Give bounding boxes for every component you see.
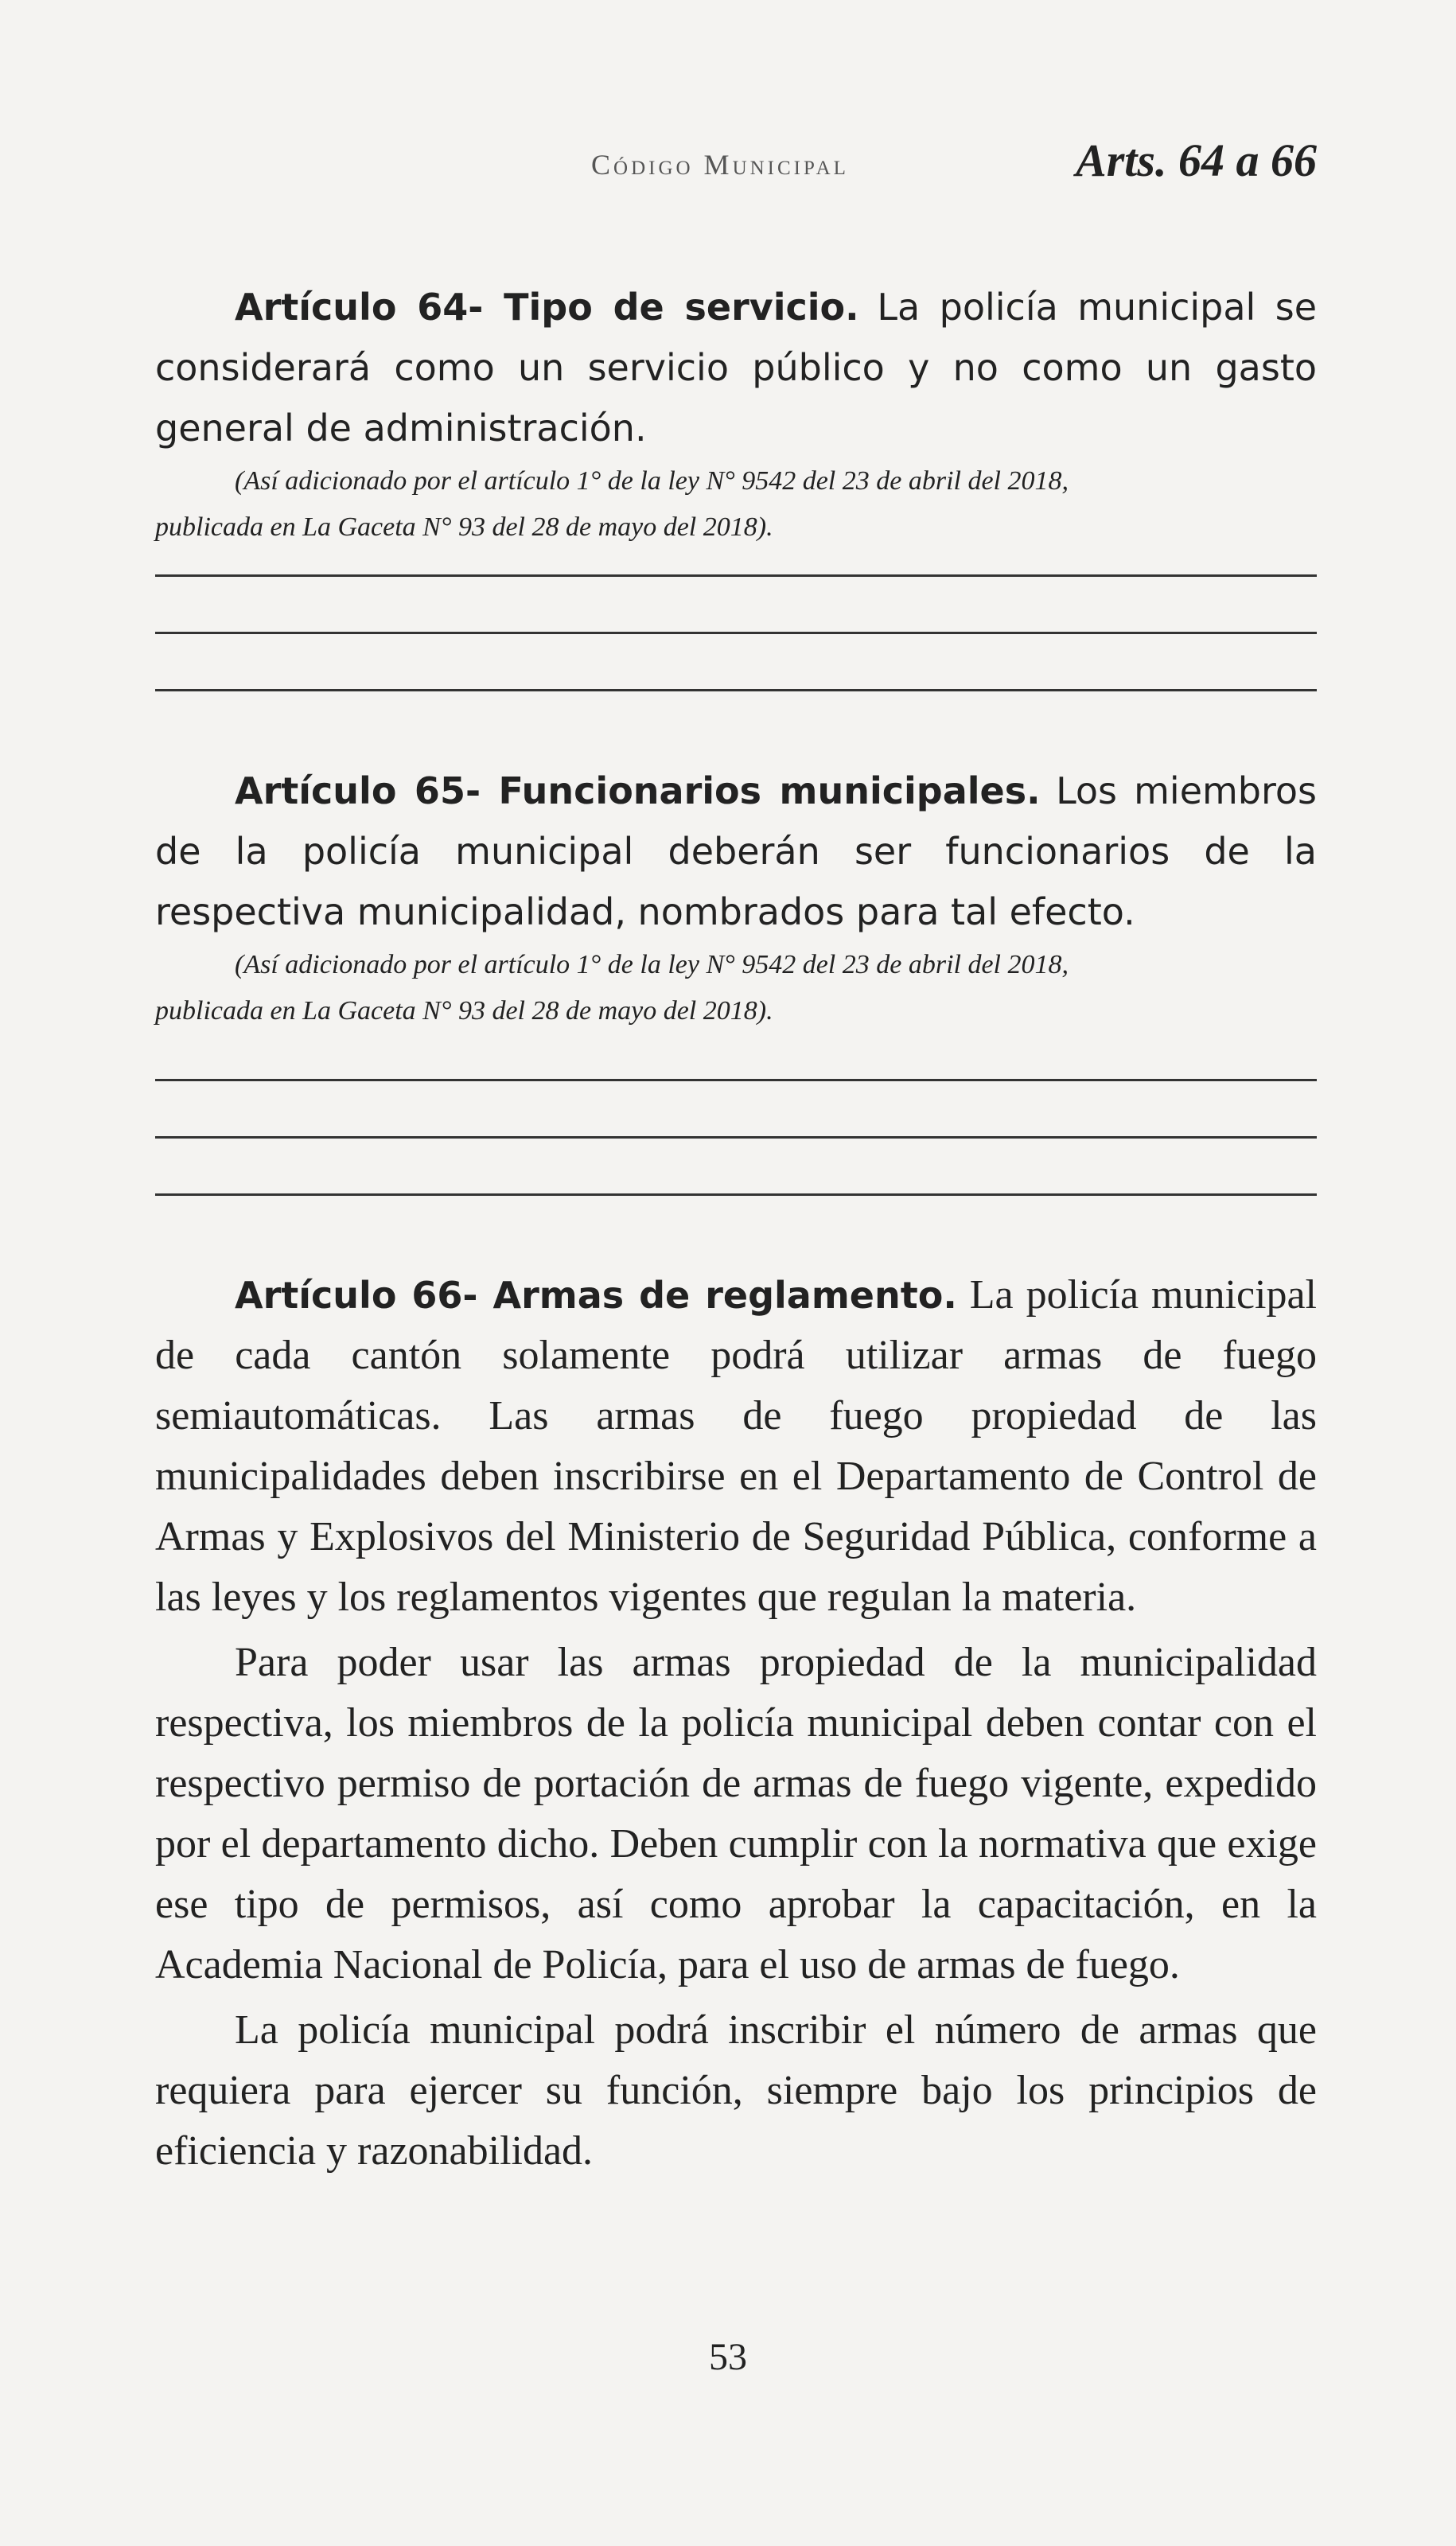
article-65-body <box>155 761 1317 942</box>
running-head <box>155 134 1317 197</box>
book-title: Código Municipal <box>591 149 849 181</box>
article-64 <box>155 277 1317 551</box>
article-64-note-line2: publicada en La Gaceta N° 93 del 28 de mayo del 2018). <box>155 512 773 542</box>
blank-line <box>155 1193 1317 1196</box>
page-number: 53 <box>709 2336 747 2378</box>
article-66-paragraph-3 <box>155 2000 1317 2182</box>
article-65-text: Los miembros de la policía municipal deberán ser funcionarios de la respectiva municipalidad, nombrados para tal efecto. <box>155 769 1318 933</box>
article-65-note-line2: publicada en La Gaceta N° 93 del 28 de mayo del 2018). <box>155 996 773 1026</box>
article-66-paragraph-1-text: La policía municipal de cada cantón solamente podrá utilizar armas de fuego semiautomáticas. Las armas de fuego propiedad de las municipalidades deben inscribirse en el Departamento de Control de Armas y Explosivos del Ministerio de Seguridad Pública, conforme a las leyes y los reglamentos vigentes que regulan la materia. <box>155 1272 1317 1620</box>
blank-line <box>155 1079 1317 1081</box>
article-66-paragraph-1 <box>155 1265 1317 1628</box>
article-65 <box>155 761 1317 1034</box>
article-64-note <box>155 458 1317 551</box>
article-64-body <box>155 277 1317 458</box>
article-66-paragraph-2 <box>155 1633 1317 1995</box>
article-range: Arts. 64 a 66 <box>1076 134 1317 186</box>
article-66 <box>155 1265 1317 2186</box>
blank-line <box>155 574 1317 577</box>
blank-line <box>155 1136 1317 1139</box>
article-66-heading: Artículo 66- Armas de reglamento. <box>235 1274 957 1317</box>
article-66-paragraph-3-text: La policía municipal podrá inscribir el número de armas que requiera para ejercer su función, siempre bajo los principios de eficiencia y razonabilidad. <box>155 2007 1317 2174</box>
article-64-text: La policía municipal se considerará como un servicio público y no como un gasto general de administración. <box>155 286 1318 450</box>
article-65-heading: Artículo 65- Funcionarios municipales. <box>235 769 1041 812</box>
blank-line <box>155 632 1317 634</box>
article-65-note-line1: (Así adicionado por el artículo 1° de la ley N° 9542 del 23 de abril del 2018, <box>235 950 1069 979</box>
article-65-note <box>155 942 1317 1034</box>
article-64-note-line1: (Así adicionado por el artículo 1° de la ley N° 9542 del 23 de abril del 2018, <box>235 466 1069 496</box>
article-64-heading: Artículo 64- Tipo de servicio. <box>235 286 859 329</box>
blank-line <box>155 689 1317 691</box>
article-66-paragraph-2-text: Para poder usar las armas propiedad de la municipalidad respectiva, los miembros de la policía municipal deben contar con el respectivo permiso de portación de armas de fuego vigente, expedido por el departamento dicho. Deben cumplir con la normativa que exige ese tipo de permisos, así como aprobar la capacitación, en la Academia Nacional de Policía, para el uso de armas de fuego. <box>155 1640 1317 1987</box>
